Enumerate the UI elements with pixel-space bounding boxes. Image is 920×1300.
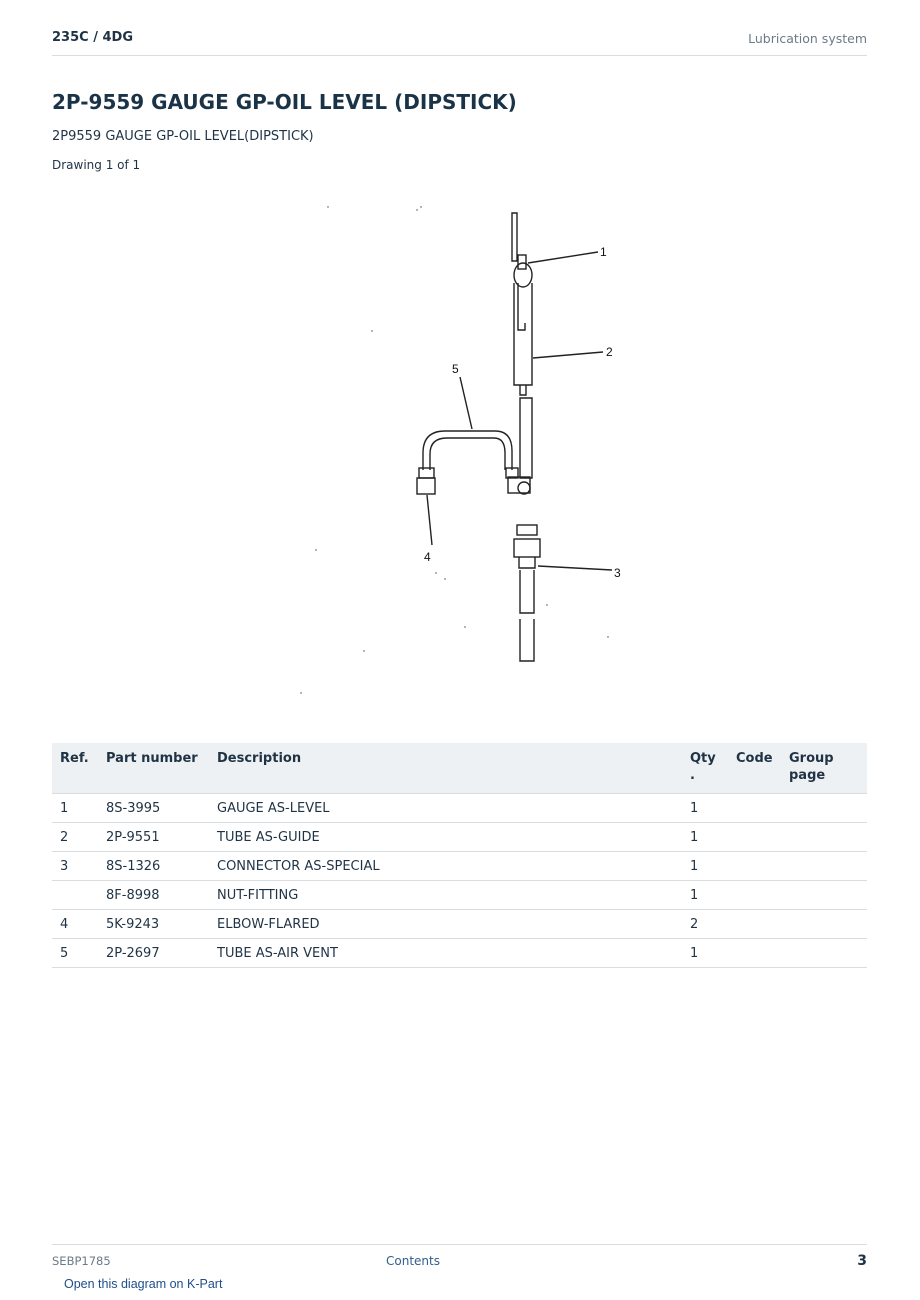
open-kpart-link[interactable]: Open this diagram on K-Part (64, 1277, 223, 1291)
cell-group-page (781, 910, 867, 939)
parts-table (52, 743, 867, 968)
cell-ref: 3 (52, 852, 98, 881)
cell-qty: 1 (682, 881, 728, 910)
dipstick-drawing (290, 195, 630, 710)
table-row (52, 881, 867, 910)
callout-3: 3 (614, 566, 621, 580)
cell-code (728, 823, 781, 852)
cell-description: TUBE AS-AIR VENT (209, 939, 682, 968)
callout-5: 5 (452, 362, 459, 376)
cell-description: GAUGE AS-LEVEL (209, 794, 682, 823)
section-label: Lubrication system (748, 31, 867, 46)
col-group-page: Group page (781, 743, 867, 794)
cell-group-page (781, 939, 867, 968)
cell-ref (52, 881, 98, 910)
cell-part-number: 8F-8998 (98, 881, 209, 910)
callout-4: 4 (424, 550, 431, 564)
model-label: 235C / 4DG (52, 30, 133, 45)
cell-part-number: 8S-3995 (98, 794, 209, 823)
cell-ref: 4 (52, 910, 98, 939)
table-row (52, 852, 867, 881)
cell-group-page (781, 881, 867, 910)
table-row (52, 910, 867, 939)
col-part-number: Part number (98, 743, 209, 794)
cell-code (728, 881, 781, 910)
cell-code (728, 939, 781, 968)
table-row (52, 939, 867, 968)
cell-ref: 5 (52, 939, 98, 968)
parts-diagram (290, 195, 630, 710)
cell-ref: 1 (52, 794, 98, 823)
table-header-row (52, 743, 867, 794)
cell-qty: 1 (682, 939, 728, 968)
cell-ref: 2 (52, 823, 98, 852)
page-subtitle: 2P9559 GAUGE GP-OIL LEVEL(DIPSTICK) (52, 129, 314, 144)
cell-group-page (781, 823, 867, 852)
col-qty: Qty . (682, 743, 728, 794)
col-code: Code (728, 743, 781, 794)
cell-code (728, 852, 781, 881)
page-footer (52, 1244, 867, 1275)
col-description: Description (209, 743, 682, 794)
cell-group-page (781, 794, 867, 823)
page-title: 2P-9559 GAUGE GP-OIL LEVEL (DIPSTICK) (52, 90, 517, 114)
drawing-count: Drawing 1 of 1 (52, 158, 141, 172)
cell-description: TUBE AS-GUIDE (209, 823, 682, 852)
cell-qty: 1 (682, 852, 728, 881)
cell-part-number: 5K-9243 (98, 910, 209, 939)
col-ref: Ref. (52, 743, 98, 794)
cell-part-number: 2P-9551 (98, 823, 209, 852)
page-number: 3 (857, 1253, 867, 1269)
cell-part-number: 8S-1326 (98, 852, 209, 881)
callout-1: 1 (600, 245, 607, 259)
table-row (52, 823, 867, 852)
cell-part-number: 2P-2697 (98, 939, 209, 968)
cell-description: CONNECTOR AS-SPECIAL (209, 852, 682, 881)
contents-link[interactable]: Contents (386, 1254, 440, 1268)
table-row (52, 794, 867, 823)
cell-qty: 1 (682, 823, 728, 852)
callout-2: 2 (606, 345, 613, 359)
cell-code (728, 910, 781, 939)
cell-description: NUT-FITTING (209, 881, 682, 910)
cell-qty: 1 (682, 794, 728, 823)
cell-description: ELBOW-FLARED (209, 910, 682, 939)
cell-group-page (781, 852, 867, 881)
page-header (52, 28, 867, 56)
cell-code (728, 794, 781, 823)
cell-qty: 2 (682, 910, 728, 939)
document-code: SEBP1785 (52, 1254, 111, 1268)
